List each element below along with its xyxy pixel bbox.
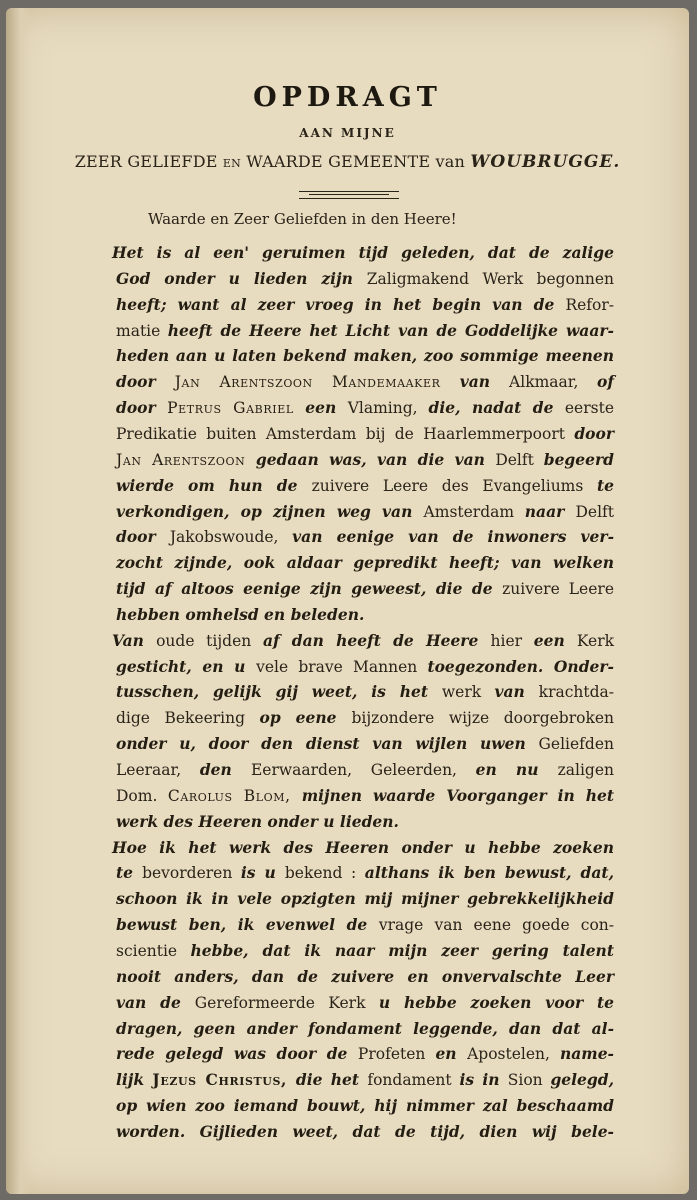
text-line bbox=[116, 551, 614, 575]
text-run: worden. Gijlieden weet, dat de tijd, dien wij bele- bbox=[116, 1121, 614, 1141]
text-line bbox=[116, 887, 614, 911]
dedication-address bbox=[6, 152, 689, 172]
text-run: door bbox=[116, 398, 168, 418]
text-run: bekend : bbox=[284, 864, 365, 883]
address-part-a: ZEER GELIEFDE bbox=[74, 152, 218, 171]
text-line bbox=[116, 861, 614, 885]
text-run: toegezonden. Onder- bbox=[427, 656, 614, 676]
text-run: een bbox=[305, 398, 348, 418]
text-run: Kerk bbox=[576, 631, 615, 650]
text-run: fondament bbox=[367, 1071, 460, 1090]
text-run: van bbox=[494, 682, 539, 702]
text-line bbox=[116, 370, 614, 394]
text-run: tijd af altoos eenige zijn geweest, die de bbox=[116, 579, 503, 599]
text-line bbox=[116, 1042, 614, 1066]
text-run: Geliefden bbox=[538, 735, 614, 754]
text-run: die het bbox=[295, 1070, 368, 1090]
salutation: Waarde en Zeer Geliefden in den Heere! bbox=[148, 210, 457, 228]
text-run: van eenige van de inwoners ver- bbox=[292, 527, 615, 547]
text-run: door bbox=[116, 372, 175, 392]
text-run: wierde om hun de bbox=[116, 475, 312, 495]
text-run: een bbox=[533, 630, 577, 650]
text-run: Van bbox=[112, 630, 157, 650]
text-run: Het is al een' geruimen tijd geleden, dat de zalige bbox=[112, 243, 614, 262]
text-line bbox=[116, 784, 614, 808]
text-line bbox=[112, 836, 614, 860]
text-run: zocht zijnde, ook aldaar gepredikt heeft; van welken bbox=[116, 553, 614, 573]
text-run: en bbox=[435, 1044, 468, 1064]
text-run: Petrus Gabriel bbox=[167, 399, 306, 418]
text-run: Gereformeerde Kerk bbox=[194, 993, 379, 1012]
text-run: begeerd bbox=[543, 449, 614, 469]
text-run: door bbox=[574, 423, 614, 443]
text-run: Dom. bbox=[116, 786, 168, 805]
text-line bbox=[116, 344, 614, 368]
text-run: althans ik ben bewust, dat, bbox=[364, 863, 614, 883]
text-line bbox=[116, 655, 614, 679]
text-run: oude tijden bbox=[156, 631, 263, 650]
book-page bbox=[6, 8, 689, 1194]
text-run: Jan Arentszoon Mandemaaker bbox=[174, 373, 460, 392]
text-line bbox=[116, 474, 614, 498]
text-run: Carolus Blom, bbox=[167, 786, 302, 805]
text-run: Delft bbox=[495, 450, 544, 469]
text-line bbox=[116, 267, 614, 291]
text-line bbox=[116, 293, 614, 317]
text-run: Apostelen, bbox=[467, 1045, 560, 1064]
text-line bbox=[116, 810, 614, 834]
text-run: hier bbox=[490, 631, 534, 650]
text-run: die, nadat de bbox=[428, 398, 565, 418]
text-run: nooit anders, dan de zuivere en onvervalschte Leer bbox=[116, 966, 614, 986]
text-run: Sion bbox=[507, 1071, 551, 1090]
text-run: eerste bbox=[564, 399, 614, 418]
text-run: den bbox=[199, 760, 251, 779]
text-line bbox=[116, 732, 614, 756]
page-title: OPDRAGT bbox=[253, 82, 442, 113]
text-run: dige Bekeering bbox=[116, 709, 260, 728]
text-run: is in bbox=[459, 1070, 508, 1090]
text-run: verkondigen, op zijnen weg van bbox=[116, 501, 424, 521]
text-run: Jan Arentszoon bbox=[116, 450, 256, 469]
text-run: Hoe ik het werk des Heeren onder u hebbe zoeken bbox=[112, 837, 614, 857]
text-run: Profeten bbox=[357, 1045, 436, 1064]
text-run: krachtda- bbox=[538, 683, 615, 702]
text-run: heeft de Heere het Licht van de Goddelijke waar- bbox=[167, 320, 614, 340]
text-run: op wien zoo iemand bouwt, hij nimmer zal beschaamd bbox=[116, 1096, 614, 1116]
text-run: Vlaming, bbox=[347, 399, 429, 418]
text-run: God onder u lieden zijn bbox=[116, 268, 367, 288]
text-line bbox=[116, 422, 614, 446]
text-run: bevorderen bbox=[142, 864, 241, 883]
text-run: onder u, door den dienst van wijlen uwen bbox=[116, 734, 539, 754]
text-run: naar bbox=[524, 501, 576, 521]
text-line bbox=[112, 629, 614, 653]
text-run: Amsterdam bbox=[423, 502, 525, 521]
text-run: te bbox=[116, 863, 143, 883]
text-line bbox=[116, 913, 614, 937]
text-run: gelegd, bbox=[550, 1070, 614, 1090]
text-run: Zaligmakend Werk begonnen bbox=[366, 269, 614, 288]
ornamental-rule bbox=[299, 191, 399, 199]
text-run: Eerwaarden, Geleerden, bbox=[250, 761, 476, 779]
text-line bbox=[116, 319, 614, 343]
text-run: Delft bbox=[575, 502, 614, 521]
text-run: scientie bbox=[116, 941, 191, 960]
text-line bbox=[116, 1068, 614, 1092]
text-run: bijzondere wijze doorgebroken bbox=[351, 709, 614, 728]
address-van: van bbox=[435, 152, 466, 171]
text-run: heden aan u laten bekend maken, zoo sommige meenen bbox=[116, 346, 614, 366]
text-run: zuivere Leere des Evangeliums bbox=[311, 476, 597, 495]
text-run: dragen, geen ander fondament leggende, dan dat al- bbox=[116, 1018, 614, 1038]
text-run: zaligen bbox=[557, 761, 615, 779]
text-line bbox=[116, 500, 614, 524]
text-run: heeft; want al zeer vroeg in het begin van de bbox=[116, 294, 566, 314]
text-line bbox=[116, 577, 614, 601]
text-run: en nu bbox=[475, 760, 558, 779]
text-run: tusschen, gelijk gij weet, is het bbox=[116, 682, 442, 702]
text-run: gesticht, en u bbox=[116, 656, 257, 676]
text-run: schoon ik in vele opzigten mij mijner gebrekkelijkheid bbox=[116, 889, 614, 909]
text-run: u hebbe zoeken voor te bbox=[378, 992, 615, 1012]
text-line bbox=[116, 448, 614, 472]
text-run: af dan heeft de Heere bbox=[262, 630, 491, 650]
text-run: van bbox=[459, 372, 510, 392]
text-line bbox=[116, 525, 614, 549]
parish-name: WOUBRUGGE. bbox=[470, 152, 621, 172]
text-run: matie bbox=[116, 321, 168, 340]
text-line bbox=[116, 1017, 614, 1041]
address-en: EN bbox=[222, 157, 241, 170]
text-run: werk bbox=[441, 683, 495, 702]
text-run: vele brave Mannen bbox=[256, 657, 428, 676]
text-run: door bbox=[116, 527, 170, 547]
text-run: bewust ben, ik evenwel de bbox=[116, 915, 379, 935]
text-line bbox=[112, 241, 614, 265]
text-line bbox=[116, 1094, 614, 1118]
dedication-subtitle: AAN MIJNE bbox=[299, 126, 396, 140]
text-line bbox=[116, 965, 614, 989]
text-run: van de bbox=[116, 992, 195, 1012]
text-line bbox=[116, 991, 614, 1015]
text-run: Leeraar, bbox=[116, 761, 200, 779]
text-run: hebben omhelsd en beleden. bbox=[116, 604, 365, 624]
text-run: of bbox=[596, 372, 614, 392]
text-run: mijnen waarde Voorganger in het bbox=[301, 785, 615, 805]
text-line bbox=[116, 396, 614, 420]
text-run: zuivere Leere bbox=[502, 580, 614, 599]
text-line bbox=[116, 680, 614, 704]
text-run: Jakobswoude, bbox=[169, 528, 293, 547]
text-run: hebbe, dat ik naar mijn zeer gering talent bbox=[190, 940, 614, 960]
text-run: vrage van eene goede con- bbox=[378, 916, 614, 935]
text-run: name- bbox=[559, 1044, 614, 1064]
text-run: lijk bbox=[116, 1070, 153, 1090]
text-run: is u bbox=[240, 863, 285, 883]
text-run: rede gelegd was door de bbox=[116, 1044, 358, 1064]
text-line bbox=[116, 758, 614, 782]
text-line bbox=[116, 1120, 614, 1144]
text-run: Refor- bbox=[565, 295, 614, 314]
text-run: werk des Heeren onder u lieden. bbox=[116, 811, 399, 831]
text-run: gedaan was, van die van bbox=[255, 449, 496, 469]
address-part-b: WAARDE GEMEENTE bbox=[246, 152, 431, 171]
text-run: Predikatie buiten Amsterdam bij de Haarlemmerpoort bbox=[116, 424, 575, 443]
text-line bbox=[116, 706, 614, 730]
text-run: Jezus Christus, bbox=[152, 1070, 296, 1090]
text-run: Alkmaar, bbox=[509, 373, 597, 392]
text-run: op eene bbox=[259, 708, 352, 728]
text-line bbox=[116, 939, 614, 963]
page-spine-shadow bbox=[6, 8, 30, 1194]
text-run: te bbox=[596, 475, 614, 495]
text-line bbox=[116, 603, 614, 627]
